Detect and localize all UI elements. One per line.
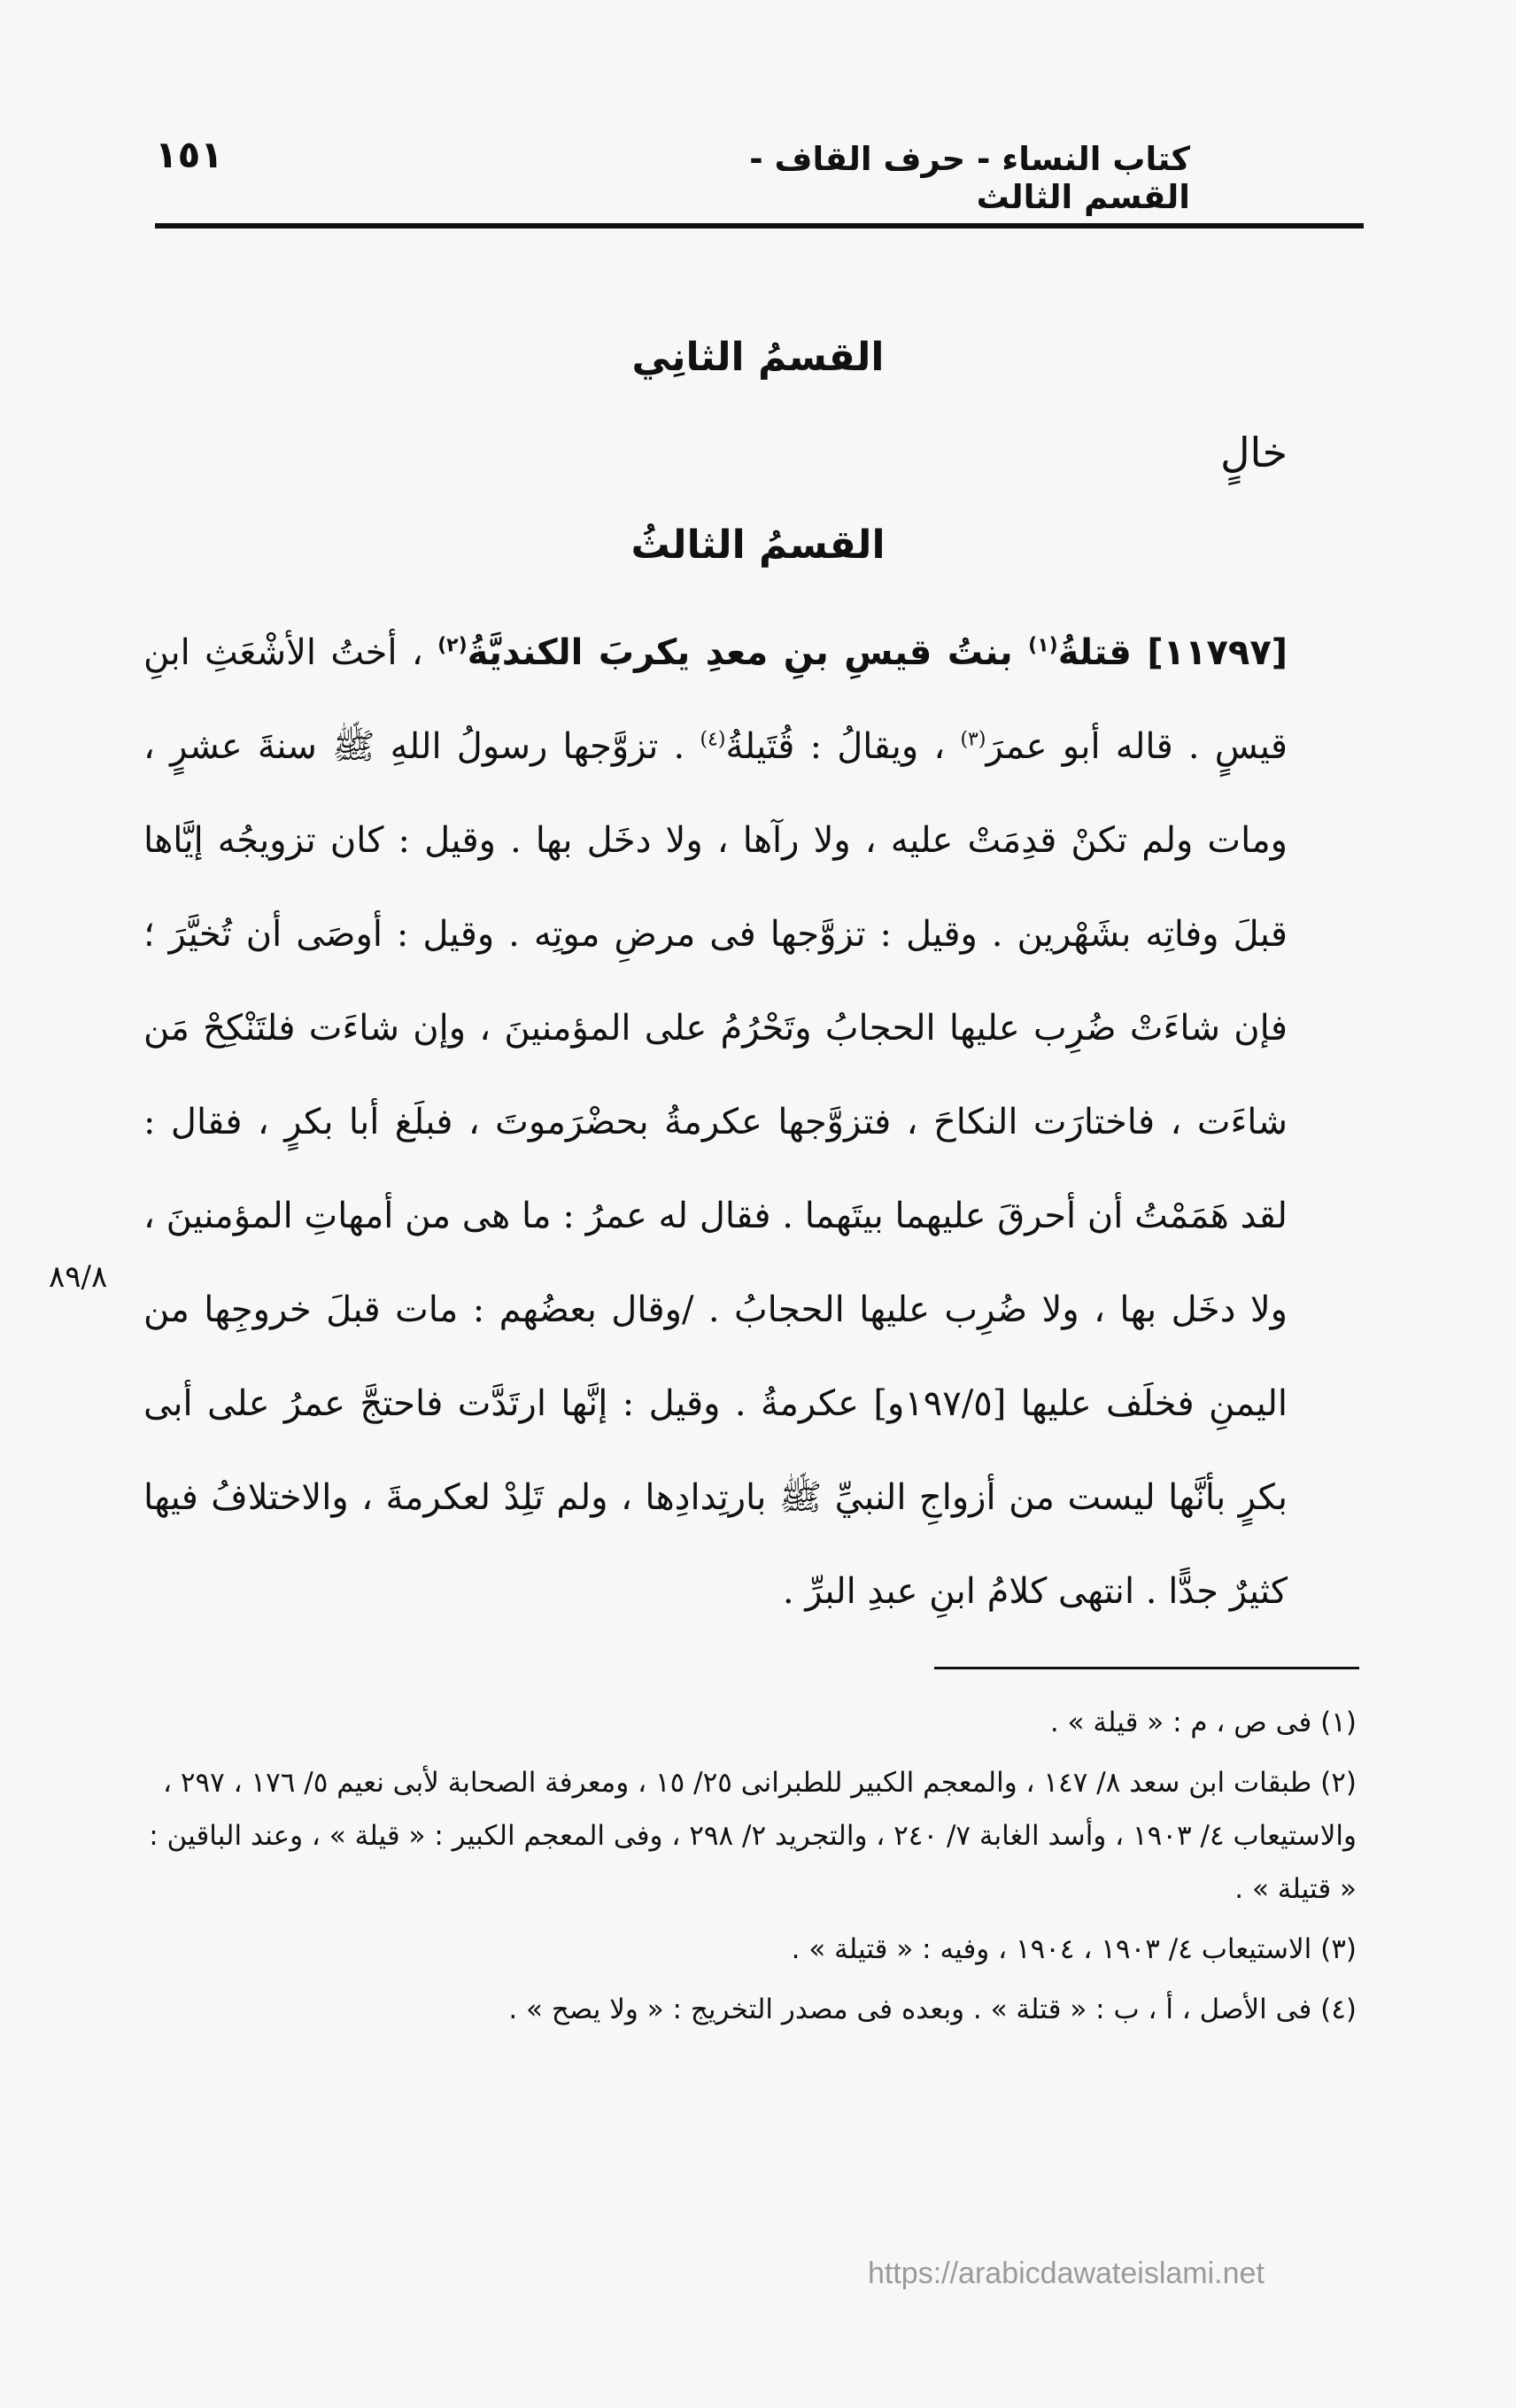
footnote-4: (٤) فى الأصل ، أ ، ب : « قتلة » . وبعده فى مصدر التخريج : « ولا يصح » . xyxy=(508,1994,1357,2025)
page-number: ١٥١ xyxy=(155,133,223,176)
footnote-ref-2: (٢) xyxy=(437,634,468,657)
watermark-url: https://arabicdawateislami.net xyxy=(868,2257,1265,2290)
footnote-rule xyxy=(934,1667,1359,1669)
footnotes xyxy=(143,1696,1357,2043)
margin-volume-reference: ٨٩/٨ xyxy=(49,1259,108,1295)
entry-heading xyxy=(437,632,1288,673)
footnote-1: (١) فى ص ، م : « قيلة » . xyxy=(1049,1707,1357,1738)
footnote-ref-1: (١) xyxy=(1028,634,1058,657)
footnote-3: (٣) الاستيعاب ٤/ ١٩٠٣ ، ١٩٠٤ ، وفيه : « قتيلة » . xyxy=(791,1933,1357,1965)
entry-text-b: ، ويقالُ : قُتَيلةُ xyxy=(725,726,961,767)
running-header-title: كتاب النساء - حرف القاف - القسم الثالث xyxy=(749,140,1190,216)
section-two-heading: القسمُ الثانِي xyxy=(631,335,885,380)
entry-paragraph xyxy=(143,606,1288,1638)
section-two-text: خالٍ xyxy=(1220,429,1288,476)
footnote-ref-4: (٤) xyxy=(700,728,726,751)
entry-lineage: بنتُ قيسِ بنِ معدِ يكربَ الكنديَّةُ xyxy=(467,632,1029,673)
entry-body xyxy=(143,606,1288,1638)
header-rule xyxy=(155,223,1364,228)
entry-text-c: . تزوَّجها رسولُ اللهِ ﷺ سنةَ عشرٍ ، ومات ولم تكنْ قدِمَتْ عليه ، ولا رآها ، ولا دخَل بها . وقيل : كان تزويجُه إيَّاها قبلَ وفاتِه بشَهْرين . وقيل : تزوَّجها فى مرضِ موتِه . وقيل : أوصَى أن تُخيَّرَ ؛ فإن شاءَتْ ضُرِب عليها الحجابُ وتَحْرُمُ على المؤمنينَ ، وإن شاءَت فلتَنْكِحْ مَن شاءَت ، فاختارَت النكاحَ ، فتزوَّجها عكرمةُ بحضْرَموتَ ، فبلَغ أبا بكرٍ ، فقال : لقد هَمَمْتُ أن أحرقَ عليهما بيتَهما . فقال له عمرُ : ما هى من أمهاتِ المؤمنينَ ، ولا دخَل بها ، ولا ضُرِب عليها الحجابُ . /وقال بعضُهم : مات قبلَ خروجِها من اليمنِ فخلَف عليها [١٩٧/٥و] عكرمةُ . وقيل : إنَّها ارتَدَّت فاحتجَّ عمرُ على أبى بكرٍ بأنَّها ليست من أزواجِ النبيِّ ﷺ بارتِدادِها ، ولم تَلِدْ لعكرمةَ ، والاختلافُ فيها كثيرٌ جدًّا . انتهى كلامُ ابنِ عبدِ البرِّ . xyxy=(143,726,1288,1612)
footnote-ref-3: (٣) xyxy=(960,728,986,751)
footnote-2: (٢) طبقات ابن سعد ٨/ ١٤٧ ، والمعجم الكبير للطبرانى ٢٥/ ١٥ ، ومعرفة الصحابة لأبى نعيم ٥/ ١٧٦ ، ٢٩٧ ، والاستيعاب ٤/ ١٩٠٣ ، وأسد الغابة ٧/ ٢٤٠ ، والتجريد ٢/ ٢٩٨ ، وفى المعجم الكبير : « قيلة » ، وعند الباقين : « قتيلة » . xyxy=(149,1767,1357,1905)
entry-text-a: ، أختُ الأشْعَثِ ابنِ قيسٍ . قاله أبو عمرَ xyxy=(143,632,1288,767)
entry-number-name: [١١٧٩٧] قتلةُ xyxy=(1057,632,1288,673)
section-three-heading: القسمُ الثالثُ xyxy=(630,523,886,568)
